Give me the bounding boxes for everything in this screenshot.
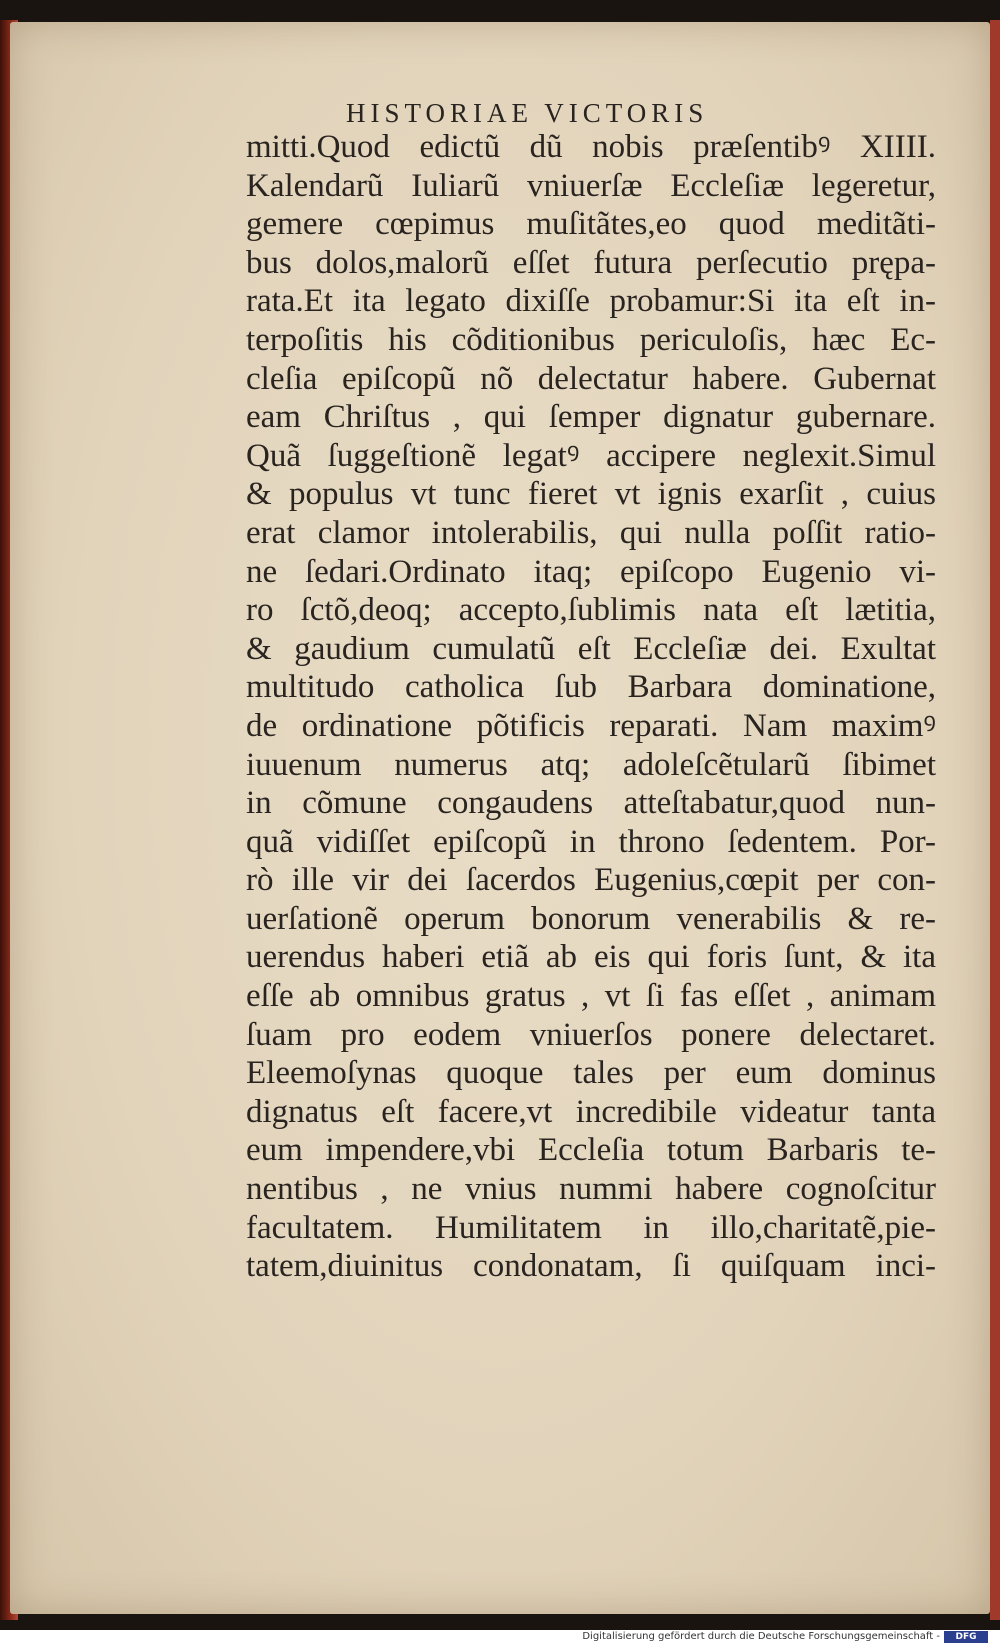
text-line: Kalendarũ Iuliarũ vniuerſæ Eccleſiæ legeretur, (246, 167, 936, 204)
text-line: eam Chriſtus , qui ſemper dignatur gubernare. (246, 399, 936, 436)
text-line: rò ille vir dei ſacerdos Eugenius,cœpit per con- (246, 862, 936, 899)
text-line: eum impendere,vbi Eccleſia totum Barbaris te- (246, 1132, 936, 1169)
page-edge-right (990, 20, 1000, 1620)
text-line: eſſe ab omnibus gratus , vt ſi fas eſſet , animam (246, 978, 936, 1015)
text-line: rata.Et ita legato dixiſſe probamur:Si ita eſt in- (246, 283, 936, 320)
text-line: ro ſctõ,deoq; accepto,ſublimis nata eſt lætitia, (246, 592, 936, 629)
footer-credit: Digitalisierung gefördert durch die Deutsche Forschungsgemeinschaft - (582, 1631, 940, 1642)
text-line: quã vidiſſet epiſcopũ in throno ſedentem. Por- (246, 823, 936, 860)
text-line: ſuam pro eodem vniuerſos ponere delectaret. (246, 1016, 936, 1053)
text-line: Quã ſuggeſtionẽ legatꝰ accipere neglexit.Simul (246, 437, 936, 474)
text-line: gemere cœpimus muſitãtes,eo quod meditãti- (246, 206, 936, 243)
text-line: ne ſedari.Ordinato itaq; epiſcopo Eugenio vi- (246, 553, 936, 590)
footer-strip (0, 1630, 1000, 1644)
text-line: cleſia epiſcopũ nõ delectatur habere. Gubernat (246, 360, 936, 397)
text-line: mitti.Quod edictũ dũ nobis præſentibꝰ XIIII. (246, 129, 936, 165)
text-line: erat clamor intolerabilis, qui nulla poſſit ratio- (246, 514, 936, 551)
text-line: & gaudium cumulatũ eſt Eccleſiæ dei. Exultat (246, 630, 936, 667)
text-line: uerſationẽ operum bonorum venerabilis & re- (246, 900, 936, 937)
text-block (246, 128, 936, 1286)
dfg-logo: DFG (944, 1631, 988, 1643)
text-line: de ordinatione põtificis reparati. Nam maximꝰ (246, 707, 936, 744)
text-line: facultatem. Humilitatem in illo,charitatẽ,pie- (246, 1209, 936, 1246)
text-line: in cõmune congaudens atteſtabatur,quod nun- (246, 785, 936, 822)
text-line: iuuenum numerus atq; adoleſcẽtularũ ſibimet (246, 746, 936, 783)
text-line: Eleemoſynas quoque tales per eum dominus (246, 1055, 936, 1092)
text-line: bus dolos,malorũ eſſet futura perſecutio prępa- (246, 244, 936, 281)
text-line: nentibus , ne vnius nummi habere cognoſcitur (246, 1171, 936, 1208)
text-line: & populus vt tunc fieret vt ignis exarſit , cuius (246, 476, 936, 513)
running-head: HISTORIAE VICTORIS (346, 98, 709, 128)
text-line: tatem,diuinitus condonatam, ſi quiſquam inci- (246, 1248, 936, 1285)
text-line: uerendus haberi etiã ab eis qui foris ſunt, & ita (246, 939, 936, 976)
text-line: terpoſitis his cõditionibus periculoſis, hæc Ec- (246, 321, 936, 358)
text-line: multitudo catholica ſub Barbara dominatione, (246, 669, 936, 706)
text-line: dignatus eſt facere,vt incredibile videatur tanta (246, 1093, 936, 1130)
